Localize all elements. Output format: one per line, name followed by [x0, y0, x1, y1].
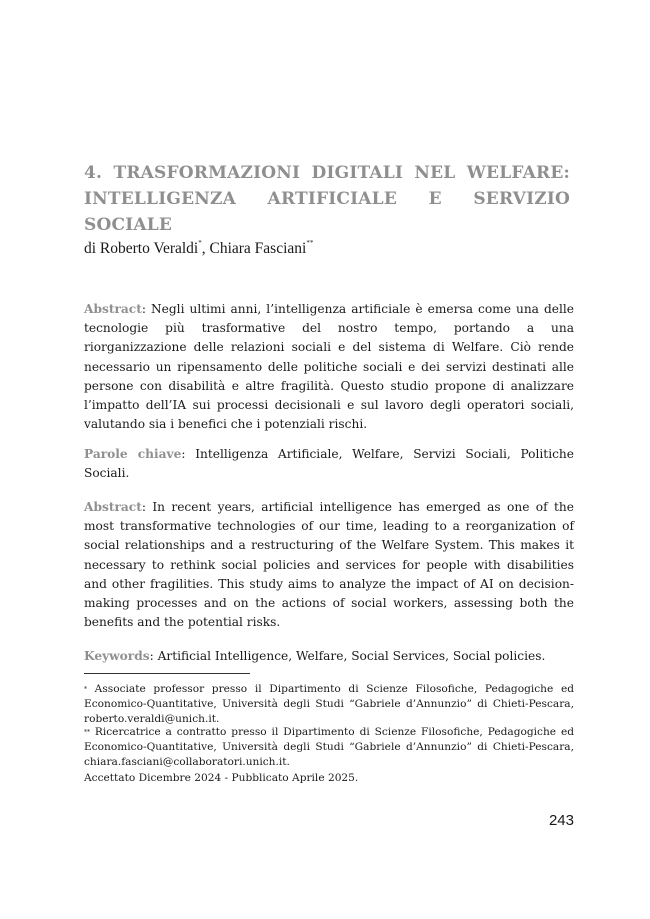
author-fasciani: , Chiara Fasciani [201, 240, 307, 257]
publication-dates: Accettato Dicembre 2024 - Pubblicato Aprile 2025. [84, 772, 359, 784]
author-veraldi: di Roberto Veraldi [84, 240, 199, 257]
keywords-italian-text: : Intelligenza Artificiale, Welfare, Servizi Sociali, Politiche Sociali. [84, 447, 574, 481]
footnote-1-mark: * [84, 686, 87, 693]
keywords-english-label: Keywords [84, 649, 150, 663]
footnote-2-mark: ** [84, 729, 90, 736]
keywords-english-text: : Artificial Intelligence, Welfare, Social Services, Social policies. [149, 649, 546, 663]
chapter-title-line-1: 4. TRASFORMAZIONI DIGITALI NEL WELFARE: [84, 163, 570, 183]
footnote-divider [84, 673, 250, 674]
abstract-italian [84, 300, 574, 434]
abstract-italian-label: Abstract [84, 302, 142, 316]
footnote-2-text: Ricercatrice a contratto presso il Dipartimento di Scienze Filosofiche, Pedagogiche ed Economico-Quantitative, Università degli Studi “Gabriele d’Annunzio” di Chieti-Pescara, chiara.fasciani@collaboratori.unich.it. [84, 726, 574, 769]
abstract-italian-text: : Negli ultimi anni, l’intelligenza artificiale è emersa come una delle tecnologie più trasformative del nostro tempo, portando a una riorganizzazione delle relazioni sociali e del sistema di Welfare. Ciò rende necessario un ripensamento delle politiche sociali e dei servizi destinati alle persone con disabilità e altre fragilità. Questo studio propone di analizzare l’impatto dell’IA sui processi decisionali e sul lavoro degli operatori sociali, valutando sia i benefici che i potenziali rischi. [84, 302, 574, 432]
abstract-english-text: : In recent years, artificial intelligence has emerged as one of the most transformative technologies of our time, leading to a reorganization of social relationships and a restructuring of the Welfare System. This makes it necessary to rethink social policies and services for people with disabilities and other fragilities. This study aims to analyze the impact of AI on decision-making processes and on the actions of social workers, assessing both the benefits and the potential risks. [84, 500, 574, 630]
footnote-ref-2[interactable]: ** [306, 239, 314, 247]
chapter-title-line-2: INTELLIGENZA ARTIFICIALE E SERVIZIO SOCIALE [84, 189, 570, 235]
author-line [84, 240, 313, 258]
page-number: 243 [548, 812, 574, 829]
chapter-title [84, 160, 570, 238]
footnote-1-text: Associate professor presso il Dipartimento di Scienze Filosofiche, Pedagogiche ed Economico-Quantitative, Università degli Studi “Gabriele d’Annunzio” di Chieti-Pescara, roberto.veraldi@unich.it. [84, 683, 574, 726]
footnote-2 [84, 725, 574, 771]
keywords-english [84, 647, 574, 666]
keywords-italian [84, 445, 574, 483]
footnote-1 [84, 682, 574, 728]
abstract-english-label: Abstract [84, 500, 142, 514]
keywords-italian-label: Parole chiave [84, 447, 182, 461]
footnote-ref-1[interactable]: * [198, 239, 202, 247]
abstract-english [84, 498, 574, 632]
